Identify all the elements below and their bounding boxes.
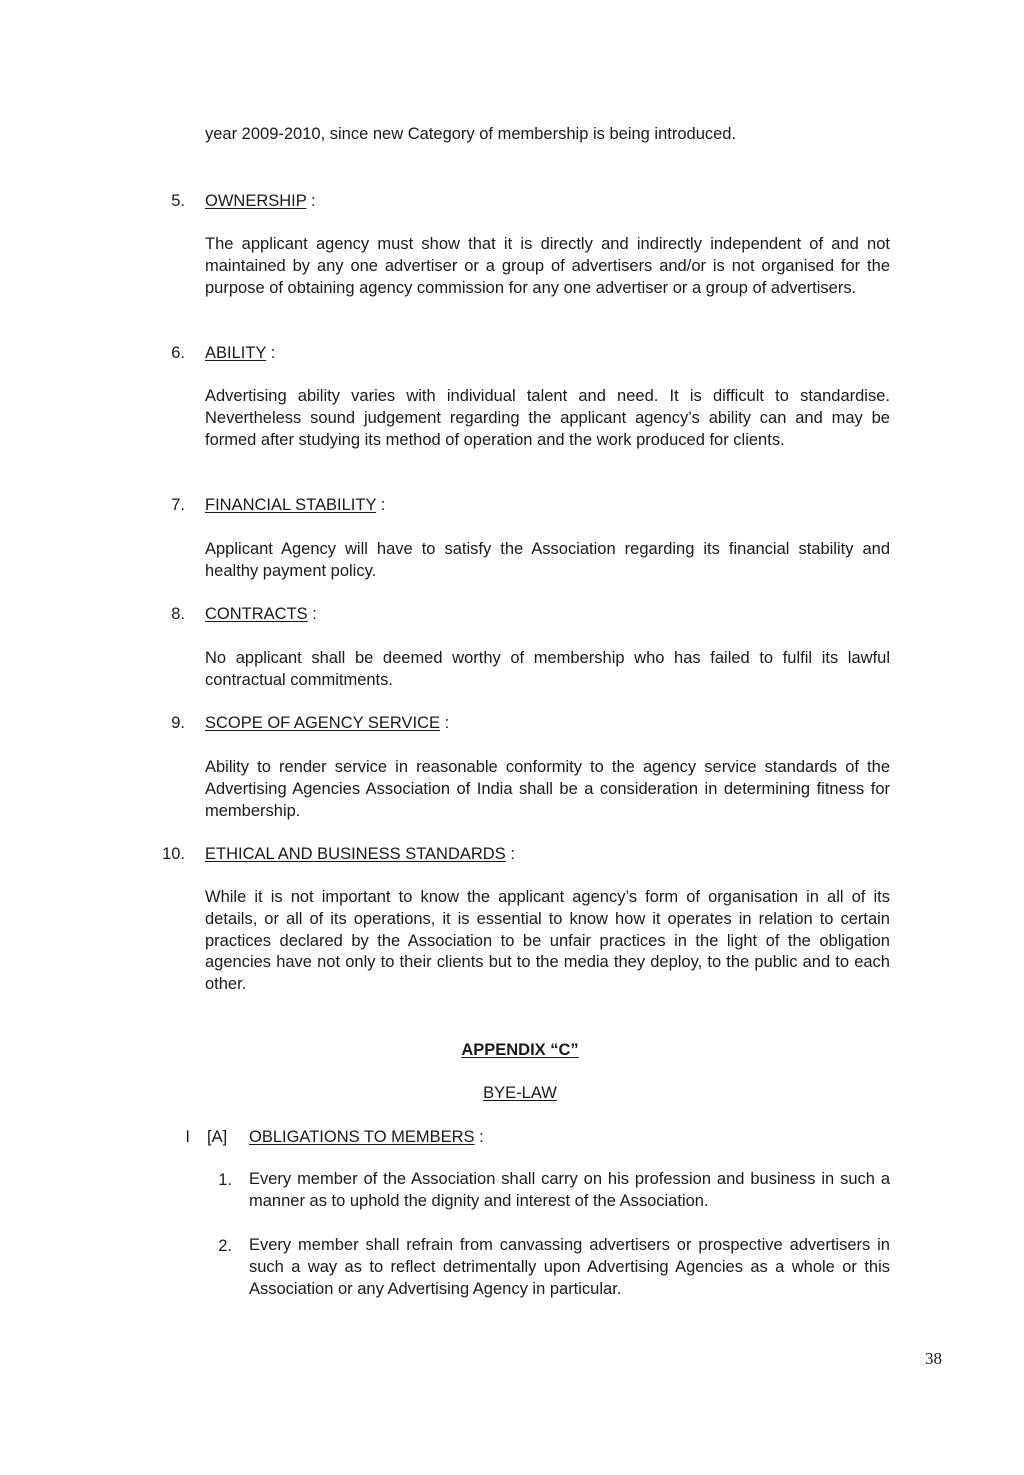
page-number: 38	[925, 1349, 942, 1368]
section-title: SCOPE OF AGENCY SERVICE	[205, 714, 441, 732]
section-body-contracts: No applicant shall be deemed worthy of membership who has failed to fulfil its lawful contractual commitments.	[205, 649, 890, 689]
section-colon: :	[306, 192, 316, 210]
section-title: ABILITY	[205, 344, 267, 362]
section-body-ethical-and-business-standards: While it is not important to know the applicant agency’s form of organisation in all of its details, or all of its operations, it is essential to know how it operates in relation to certain practices declared by the Association to be unfair practices in the light of the obligation agencies have not only to their clients but to the media they deploy, to the public and to each other.	[205, 888, 890, 994]
section-number: 5.	[171, 192, 185, 210]
list-item-number: 2.	[218, 1237, 232, 1255]
section-colon: :	[266, 344, 276, 362]
list-item: Every member shall refrain from canvassing advertisers or prospective advertisers in such a way as to reflect detrimentally upon Advertising Agencies as a whole or this Association or any Advertising Agency in particular.	[249, 1236, 890, 1298]
section-title: FINANCIAL STABILITY	[205, 496, 377, 514]
section-body-ability: Advertising ability varies with individual talent and need. It is difficult to standardise. Nevertheless sound judgement regarding the applicant agency’s ability can and may be formed after studying its method of operation and the work produced for clients.	[205, 387, 890, 449]
section-heading-ownership	[205, 190, 316, 212]
roman-numeral: I	[185, 1128, 190, 1146]
section-colon: :	[307, 605, 317, 623]
obligations-colon: :	[474, 1128, 484, 1146]
section-heading-contracts	[205, 603, 317, 625]
section-number: 6.	[171, 344, 185, 362]
appendix-subtitle: BYE-LAW	[483, 1084, 557, 1102]
appendix-title: APPENDIX “C”	[461, 1041, 579, 1059]
section-colon: :	[440, 714, 450, 732]
obligations-title: OBLIGATIONS TO MEMBERS	[249, 1128, 475, 1146]
list-item: Every member of the Association shall carry on his profession and business in such a manner as to uphold the dignity and interest of the Association.	[249, 1170, 890, 1210]
section-number: 9.	[171, 714, 185, 732]
intro-paragraph: year 2009-2010, since new Category of membership is being introduced.	[205, 125, 737, 143]
section-number: 7.	[171, 496, 185, 514]
section-heading-financial-stability	[205, 494, 385, 516]
section-number: 10.	[162, 845, 185, 863]
section-body-scope-of-agency-service: Ability to render service in reasonable conformity to the agency service standards of the Advertising Agencies Association of India shall be a consideration in determining fitness for membership.	[205, 758, 890, 820]
section-title: OWNERSHIP	[205, 192, 307, 210]
section-colon: :	[376, 496, 386, 514]
section-number: 8.	[171, 605, 185, 623]
section-body-financial-stability: Applicant Agency will have to satisfy the Association regarding its financial stability and healthy payment policy.	[205, 540, 890, 580]
section-title: CONTRACTS	[205, 605, 308, 623]
section-body-ownership: The applicant agency must show that it is directly and indirectly independent of and not maintained by any one advertiser or a group of advertisers and/or is not organised for the purpose of obtaining agency commission for any one advertiser or a group of advertisers.	[205, 235, 890, 297]
section-heading-scope-of-agency-service	[205, 712, 449, 734]
section-heading-ethical-and-business-standards	[205, 843, 515, 865]
obligations-heading	[249, 1126, 484, 1148]
section-title: ETHICAL AND BUSINESS STANDARDS	[205, 845, 506, 863]
section-heading-ability	[205, 342, 275, 364]
obligations-label: [A]	[207, 1128, 228, 1146]
section-colon: :	[505, 845, 515, 863]
list-item-number: 1.	[218, 1171, 232, 1189]
